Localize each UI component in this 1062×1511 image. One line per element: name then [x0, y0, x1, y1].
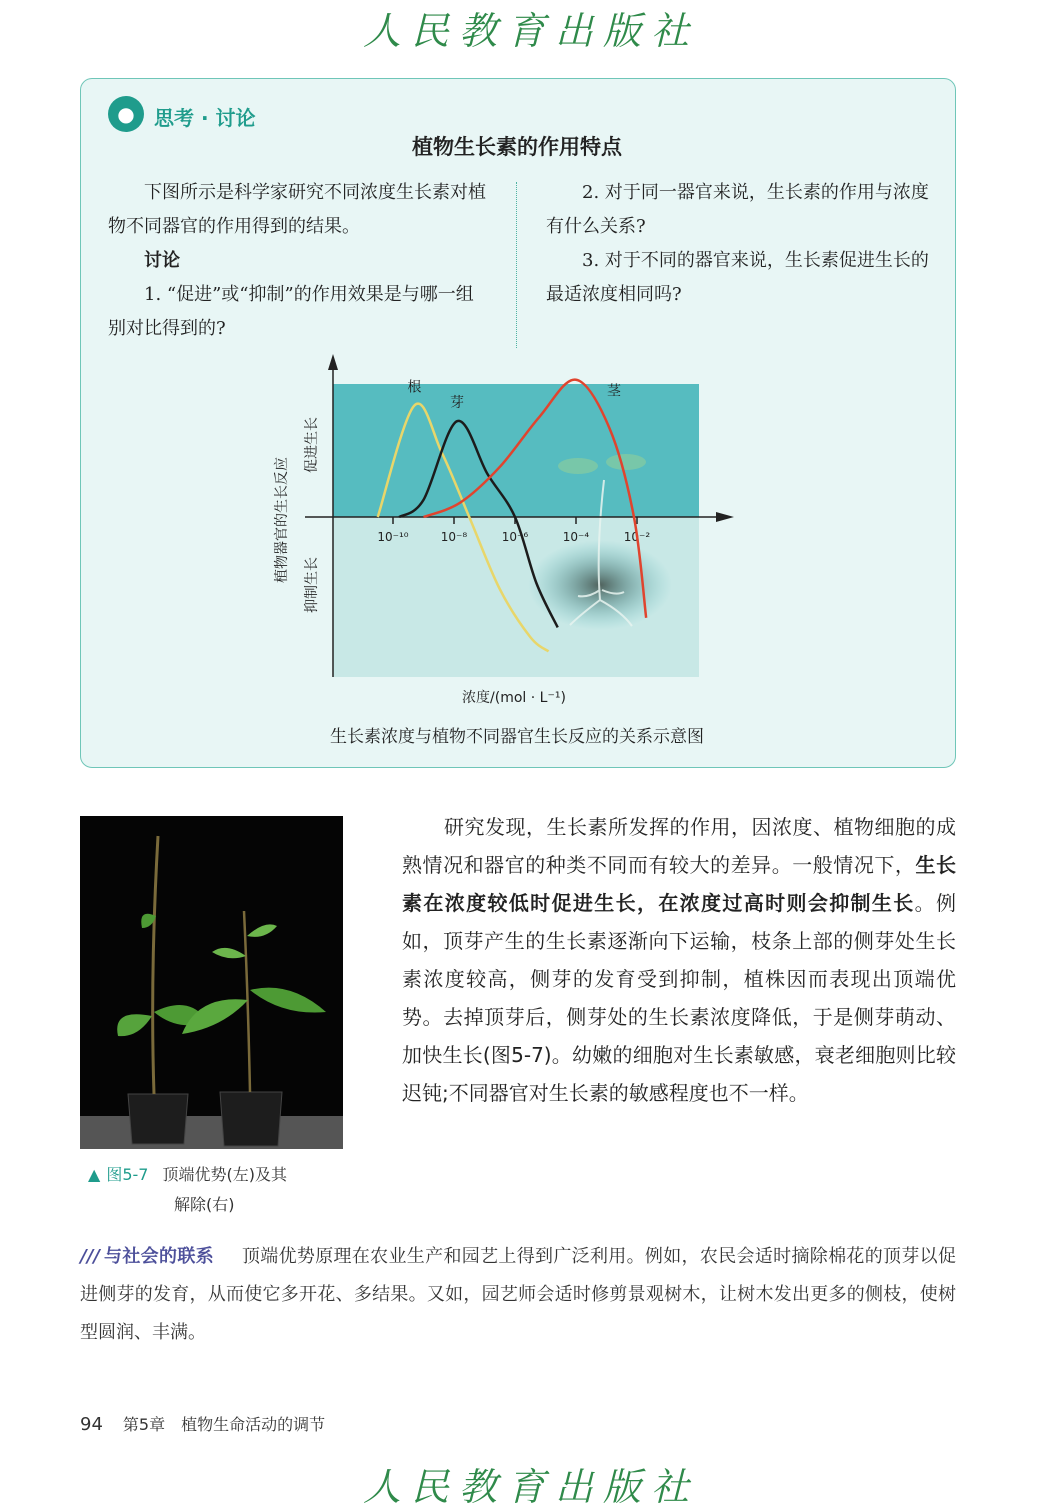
chapter-number: 第5章 — [122, 1415, 166, 1434]
publisher-watermark-top: 人民教育出版社 — [362, 9, 699, 53]
discussion-intro: 下图所示是科学家研究不同浓度生长素对植物不同器官的作用得到的结果。 — [108, 182, 486, 237]
body-text-bold: 生长素在浓度较低时促进生长，在浓度过高时则会抑制生长 — [402, 853, 957, 915]
x-tick-label: 10⁻⁸ — [440, 530, 468, 544]
photo-caption-line2: 解除(右) — [174, 1195, 235, 1214]
discussion-right-column — [546, 176, 930, 312]
stripes-icon: /// — [80, 1246, 100, 1267]
question-2: 2. 对于同一器官来说，生长素的作用与浓度有什么关系? — [546, 182, 929, 237]
discussion-label: 思考 · 讨论 — [154, 106, 256, 130]
photo-caption-line1: 顶端优势(左)及其 — [162, 1165, 287, 1184]
society-text: 顶端优势原理在农业生产和园艺上得到广泛利用。例如，农民会适时摘除棉花的顶芽以促进侧芽的发育，从而使它多开花、多结果。又如，园艺师会适时修剪景观树木，让树木发出更多的侧枝，使树型圆润、丰满。 — [80, 1246, 956, 1343]
lightbulb-icon: ● — [108, 96, 144, 132]
series-label-2: 茎 — [607, 383, 621, 400]
x-tick-label: 10⁻⁴ — [562, 530, 590, 544]
x-tick-label: 10⁻² — [623, 530, 651, 544]
x-axis-label: 浓度/(mol · L⁻¹) — [462, 690, 566, 706]
series-label-0: 根 — [407, 379, 422, 396]
y-axis-arrow — [328, 354, 338, 370]
discussion-left-column — [108, 176, 490, 346]
figure-number: 图5-7 — [106, 1165, 149, 1184]
body-text-a: 研究发现，生长素所发挥的作用，因浓度、植物细胞的成熟情况和器官的种类不同而有较大的差异。一般情况下， — [402, 815, 956, 877]
body-paragraph — [402, 808, 956, 1112]
chapter-title: 植物生命活动的调节 — [181, 1415, 326, 1434]
x-tick-label: 10⁻¹⁰ — [377, 530, 409, 544]
society-section — [80, 1238, 956, 1352]
chart-upper-background — [333, 384, 699, 517]
question-3: 3. 对于不同的器官来说，生长素促进生长的最适浓度相同吗? — [546, 250, 929, 305]
figure-caption: 生长素浓度与植物不同器官生长反应的关系示意图 — [330, 727, 704, 747]
society-heading: 与社会的联系 — [103, 1246, 214, 1267]
page-number: 94 — [80, 1414, 103, 1435]
page-footer — [80, 1412, 325, 1435]
photo-background — [80, 816, 343, 1149]
triangle-icon: ▲ — [88, 1165, 101, 1184]
photo-caption — [88, 1160, 287, 1220]
auxin-concentration-chart — [260, 350, 760, 720]
y-lower-label: 抑制生长 — [304, 557, 320, 613]
apical-dominance-photo — [80, 816, 343, 1149]
body-text-c: 。例如，顶芽产生的生长素逐渐向下运输，枝条上部的侧芽处生长素浓度较高，侧芽的发育受到抑制，植株因而表现出顶端优势。去掉顶芽后，侧芽处的生长素浓度降低，于是侧芽萌动、加快生长(图5-7)。幼嫩的细胞对生长素敏感，衰老细胞则比较迟钝;不同器官对生长素的敏感程度也不一样。 — [402, 891, 957, 1105]
series-label-1: 芽 — [450, 395, 465, 412]
question-1: 1. “促进”或“抑制”的作用效果是与哪一组别对比得到的? — [108, 284, 474, 339]
y-axis-label: 植物器官的生长反应 — [274, 457, 290, 583]
publisher-watermark-bottom: 人民教育出版社 — [362, 1465, 699, 1509]
y-upper-label: 促进生长 — [304, 417, 320, 473]
x-tick-label: 10⁻⁶ — [501, 530, 529, 544]
column-divider — [516, 182, 517, 348]
photo-floor — [80, 1116, 343, 1149]
discussion-title: 植物生长素的作用特点 — [412, 135, 622, 159]
x-axis-arrow — [716, 512, 734, 522]
discussion-subheading: 讨论 — [144, 250, 180, 271]
